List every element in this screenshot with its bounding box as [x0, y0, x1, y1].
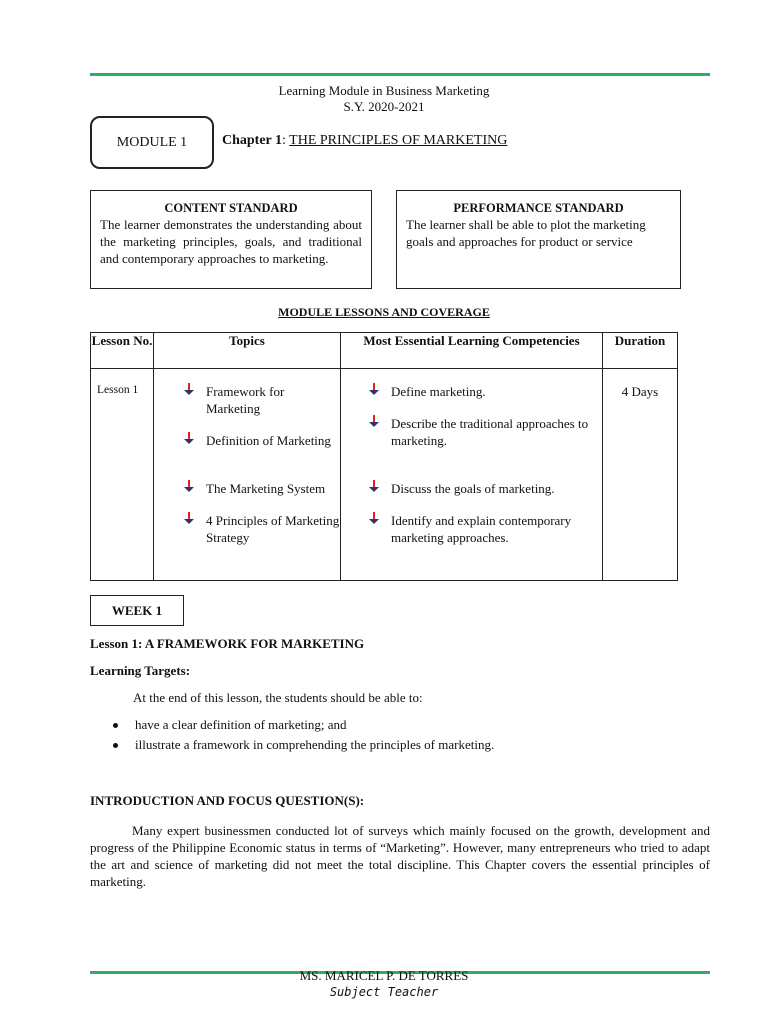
targets-intro: At the end of this lesson, the students should be able to:	[133, 690, 423, 705]
duration-cell: 4 Days	[603, 369, 678, 581]
target-item	[113, 717, 347, 733]
target-text: illustrate a framework in comprehending the principles of marketing.	[135, 737, 495, 752]
list-item	[369, 512, 596, 546]
competency-text: Define marketing.	[391, 384, 486, 399]
arrow-bullet-icon	[369, 415, 379, 428]
arrow-bullet-icon	[184, 432, 194, 445]
arrow-bullet-icon	[369, 512, 379, 525]
target-text: have a clear definition of marketing; and	[135, 717, 347, 732]
header-competencies: Most Essential Learning Competencies	[341, 333, 603, 369]
module-title: Learning Module in Business Marketing	[278, 83, 490, 98]
target-item	[113, 737, 494, 753]
header-topics: Topics	[154, 333, 341, 369]
module-badge: MODULE 1	[90, 116, 214, 169]
list-item	[184, 383, 340, 417]
topic-text: Definition of Marketing	[206, 433, 331, 448]
performance-standard-title: PERFORMANCE STANDARD	[453, 201, 624, 215]
topic-text: 4 Principles of Marketing Strategy	[206, 513, 340, 545]
chapter-prefix: Chapter 1	[222, 133, 283, 148]
arrow-bullet-icon	[184, 512, 194, 525]
document-header	[90, 83, 678, 115]
list-item	[369, 415, 596, 449]
lesson-cell: Lesson 1	[91, 369, 154, 581]
performance-standard-text: The learner shall be able to plot the marketing goals and approaches for product or service	[406, 217, 646, 249]
topics-cell	[154, 369, 341, 581]
chapter-title: THE PRINCIPLES OF MARKETING	[289, 133, 508, 148]
table-row	[91, 369, 678, 581]
lesson-heading: Lesson 1: A FRAMEWORK FOR MARKETING	[90, 636, 365, 651]
list-item	[369, 480, 596, 497]
intro-heading: INTRODUCTION AND FOCUS QUESTION(S):	[90, 793, 365, 808]
coverage-title: MODULE LESSONS AND COVERAGE	[278, 305, 490, 319]
content-standard-text: The learner demonstrates the understanding about the marketing principles, goals, and traditional and contemporary approaches to marketing.	[100, 217, 362, 266]
list-item	[369, 383, 596, 400]
header-lesson-no: Lesson No.	[91, 333, 154, 369]
topic-text: The Marketing System	[206, 481, 326, 496]
topic-text: Framework for Marketing	[206, 384, 285, 416]
competency-text: Identify and explain contemporary marketing approaches.	[391, 513, 572, 545]
school-year: S.Y. 2020-2021	[343, 99, 425, 114]
arrow-bullet-icon	[184, 383, 194, 396]
teacher-name: MS. MARICEL P. DE TORRES	[299, 968, 469, 983]
targets-heading: Learning Targets:	[90, 663, 191, 678]
list-item	[184, 432, 340, 449]
content-standard-title: CONTENT STANDARD	[164, 201, 298, 215]
bullet-dot-icon	[113, 723, 118, 728]
list-item	[184, 512, 340, 546]
intro-paragraph: Many expert businessmen conducted lot of surveys which mainly focused on the growth, development and progress of the Philippine Economic status in terms of “Marketing”. However, many entrepreneurs who tried to adapt the art and science of marketing did not meet the total discipline. This Chapter covers the essential principles of marketing.	[90, 823, 710, 889]
lessons-table	[90, 332, 678, 581]
header-rule	[90, 73, 710, 76]
chapter-heading: Chapter 1: THE PRINCIPLES OF MARKETING	[222, 133, 508, 148]
arrow-bullet-icon	[184, 480, 194, 493]
arrow-bullet-icon	[369, 383, 379, 396]
header-duration: Duration	[603, 333, 678, 369]
bullet-dot-icon	[113, 743, 118, 748]
list-item	[184, 480, 340, 497]
arrow-bullet-icon	[369, 480, 379, 493]
content-standard-box	[90, 190, 372, 289]
week-badge: WEEK 1	[90, 595, 184, 626]
competency-text: Describe the traditional approaches to marketing.	[391, 416, 589, 448]
competencies-cell	[341, 369, 603, 581]
teacher-role: Subject Teacher	[329, 985, 439, 999]
table-header-row	[91, 333, 678, 369]
competency-text: Discuss the goals of marketing.	[391, 481, 555, 496]
footer	[90, 967, 678, 1001]
performance-standard-box	[396, 190, 681, 289]
